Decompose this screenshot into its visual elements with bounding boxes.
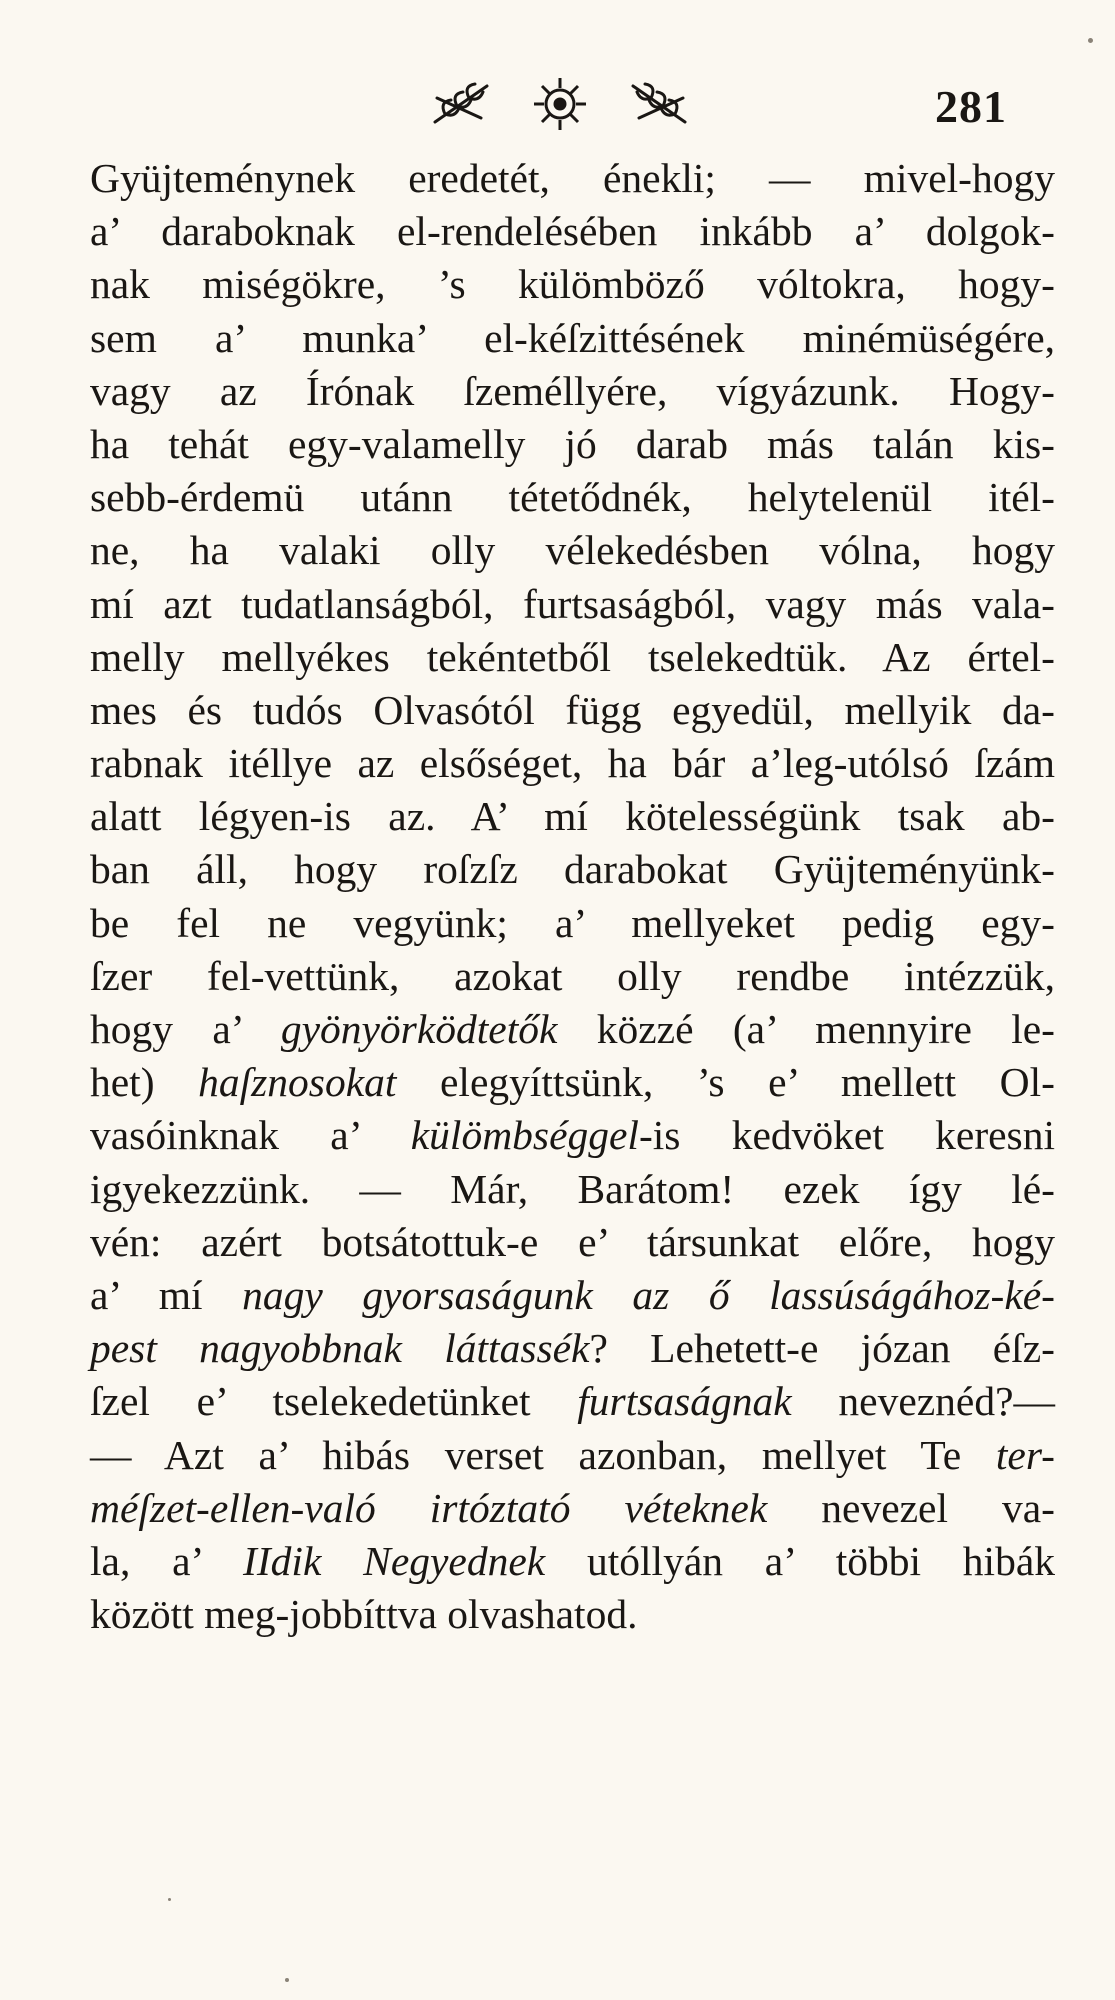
text-run: rabnak itéllye az elsőséget, ha bár a’leg-utólsó ſzám — [90, 740, 1055, 787]
text-run: — Azt a’ hibás verset azonban, mellyet Te — [90, 1431, 996, 1478]
text-run: la, a’ — [90, 1537, 244, 1584]
text-run: nak miségökre, ’s külömböző vóltokra, hogy- — [90, 261, 1055, 308]
text-line — [90, 950, 1055, 1003]
text-run: elegyíttsünk, ’s e’ mellett Ol- — [396, 1059, 1055, 1106]
text-run: nevezel va- — [767, 1484, 1055, 1531]
text-line — [90, 790, 1055, 843]
text-run: -is kedvöket keresni — [638, 1112, 1055, 1159]
text-line — [90, 365, 1055, 418]
text-line — [90, 578, 1055, 631]
text-run: igyekezzünk. — Már, Barátom! ezek így lé- — [90, 1165, 1055, 1212]
body-text — [90, 152, 1055, 1641]
text-run: közzé (a’ mennyire le- — [557, 1006, 1055, 1052]
text-run: vagy az Írónak ſzeméllyére, vígyázunk. Hogy- — [90, 367, 1055, 414]
text-run: alatt légyen-is az. A’ mí kötelességünk tsak ab- — [90, 793, 1055, 840]
italic-text: IIdik Negyednek — [243, 1537, 546, 1584]
text-run: ha tehát egy-valamelly jó darab más talán kis- — [90, 420, 1055, 467]
text-run: mí azt tudatlanságból, furtsaságból, vagy más vala- — [90, 580, 1055, 627]
text-run: be fel ne vegyünk; a’ mellyeket pedig egy- — [90, 899, 1055, 946]
text-line — [90, 152, 1055, 205]
italic-text: ter- — [995, 1431, 1055, 1478]
text-line — [90, 897, 1055, 950]
italic-text: nagy gyorsaságunk az ő lassúságához-ké- — [242, 1271, 1055, 1318]
paper-speck — [1088, 38, 1093, 43]
text-line — [90, 1482, 1055, 1535]
text-line — [90, 1269, 1055, 1322]
text-run: hogy a’ — [90, 1006, 281, 1052]
text-line — [90, 1216, 1055, 1269]
text-run: utóllyán a’ többi hibák — [545, 1537, 1055, 1584]
text-line — [90, 843, 1055, 896]
italic-text: külömbséggel — [410, 1112, 639, 1159]
text-run: a’ daraboknak el-rendelésében inkább a’ dolgok- — [90, 208, 1055, 255]
text-line — [90, 1322, 1055, 1375]
text-run: sebb-érdemü utánn tétetődnék, helytelenül itél- — [90, 474, 1055, 521]
text-line — [90, 1163, 1055, 1216]
italic-text: furtsaságnak — [577, 1378, 792, 1425]
text-line — [90, 524, 1055, 577]
text-run: ban áll, hogy roſzſz darabokat Gyüjteményünk- — [90, 846, 1055, 893]
paper-speck — [285, 1978, 289, 1982]
printers-ornament-icon — [425, 74, 695, 134]
text-line — [90, 684, 1055, 737]
paper-speck — [168, 1898, 171, 1901]
text-line — [90, 418, 1055, 471]
text-line — [90, 312, 1055, 365]
text-line — [90, 1003, 1055, 1056]
text-run: Gyüjteménynek eredetét, énekli; — mivel-hogy — [90, 155, 1055, 201]
italic-text: gyönyörködtetők — [280, 1006, 558, 1052]
text-run: vasóinknak a’ — [90, 1112, 411, 1159]
text-line — [90, 258, 1055, 311]
page-header — [0, 70, 1115, 140]
text-run: vén: azért botsátottuk-e e’ társunkat előre, hogy — [90, 1218, 1055, 1265]
text-line — [90, 205, 1055, 258]
text-line — [90, 1588, 1055, 1641]
text-line — [90, 631, 1055, 684]
text-run: ? Lehetett-e józan éſz- — [589, 1325, 1055, 1372]
page-number: 281 — [935, 81, 1007, 132]
text-line — [90, 1535, 1055, 1588]
italic-text: pest nagyobbnak láttassék — [90, 1325, 590, 1372]
text-run: het) — [90, 1059, 199, 1106]
text-line — [90, 1109, 1055, 1162]
text-line — [90, 1429, 1055, 1482]
text-run: ſzel e’ tselekedetünket — [90, 1378, 578, 1425]
text-run: a’ mí — [90, 1271, 243, 1318]
text-run: ſzer fel-vettünk, azokat olly rendbe intézzük, — [90, 952, 1055, 999]
italic-text: haſznosokat — [198, 1059, 397, 1106]
text-run: neveznéd?— — [791, 1378, 1055, 1425]
italic-text: méſzet-ellen-való irtóztató véteknek — [90, 1484, 768, 1531]
text-run: mes és tudós Olvasótól függ egyedül, mellyik da- — [90, 686, 1055, 733]
text-run: melly mellyékes tekéntetből tselekedtük. Az értel- — [90, 633, 1055, 680]
text-run: ne, ha valaki olly vélekedésben vólna, hogy — [90, 527, 1055, 574]
text-run: sem a’ munka’ el-kéſzittésének minémüségére, — [90, 314, 1055, 361]
text-line — [90, 471, 1055, 524]
text-run: között meg-jobbíttva olvashatod. — [90, 1591, 638, 1638]
text-line — [90, 737, 1055, 790]
text-line — [90, 1375, 1055, 1428]
text-line — [90, 1056, 1055, 1109]
